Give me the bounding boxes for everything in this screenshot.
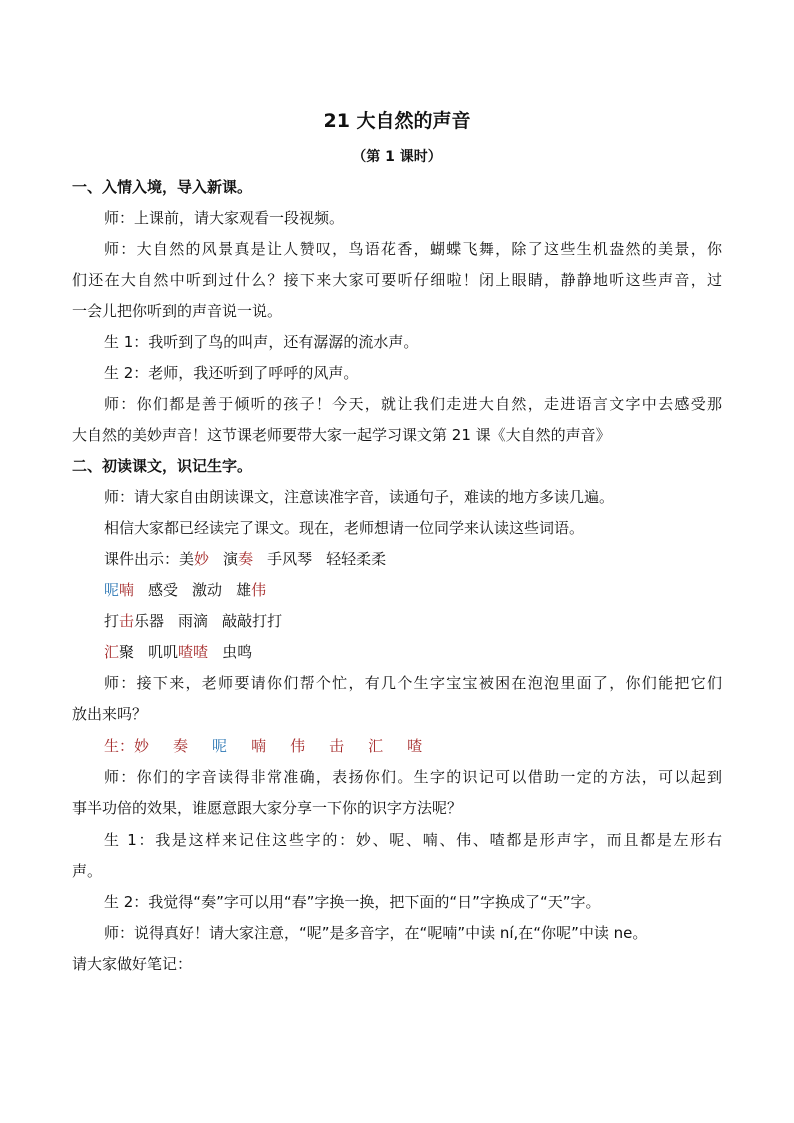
word-part: 乐器 — [134, 612, 165, 630]
word-part: 聚 — [119, 643, 135, 661]
paragraph-teacher-2-line-1: 师：大自然的风景真是让人赞叹，鸟语花香，蝴蝶飞舞，除了这些生机盎然的美景，你 — [104, 240, 722, 258]
new-char: 呢 — [104, 581, 120, 599]
word: 敲敲打打 — [222, 612, 283, 630]
new-char: 击 — [119, 612, 135, 630]
paragraph-teacher-2-line-3: 一会儿把你听到的声音说一说。 — [72, 302, 283, 320]
paragraph-teacher-8-line-2: 请大家做好笔记： — [72, 955, 193, 973]
answer-char: 喳 — [407, 737, 423, 755]
word: 轻轻柔柔 — [326, 550, 387, 568]
lesson-subtitle: （第 1 课时） — [352, 149, 442, 165]
word: 感受 — [148, 581, 179, 599]
word: 手风琴 — [267, 550, 313, 568]
paragraph-teacher-3-line-1: 师：你们都是善于倾听的孩子！今天，就让我们走进大自然，走进语言文字中去感受那 — [104, 395, 722, 413]
word: 雨滴 — [178, 612, 209, 630]
vocabulary-line-4 — [104, 641, 754, 663]
answer-char: 奏 — [173, 737, 189, 755]
answer-char: 击 — [329, 737, 345, 755]
paragraph-student-3-line-2: 声。 — [72, 862, 103, 880]
word-part: 美 — [179, 550, 195, 568]
paragraph-teacher-3-line-2: 大自然的美妙声音！这节课老师要带大家一起学习课文第 21 课《大自然的声音》 — [72, 426, 611, 444]
vocabulary-line-3 — [104, 610, 754, 632]
paragraph-teacher-2-line-2: 们还在大自然中听到过什么？接下来大家可要听仔细啦！闭上眼睛，静静地听这些声音，过 — [72, 271, 722, 289]
answer-char: 妙 — [134, 737, 150, 755]
paragraph-student-3-line-1: 生 1：我是这样来记住这些字的：妙、呢、喃、伟、喳都是形声字，而且都是左形右 — [104, 831, 722, 849]
paragraph-student-2: 生 2：老师，我还听到了呼呼的风声。 — [104, 364, 359, 382]
student-answer-line — [104, 735, 754, 757]
answer-prefix: 生： — [104, 737, 135, 755]
word-part: 演 — [223, 550, 239, 568]
answer-char: 喃 — [251, 737, 267, 755]
vocabulary-prefix: 课件出示： — [104, 550, 180, 568]
word: 虫鸣 — [222, 643, 253, 661]
vocabulary-line-2 — [104, 579, 754, 601]
new-char: 汇 — [104, 643, 120, 661]
paragraph-teacher-1: 师：上课前，请大家观看一段视频。 — [104, 209, 345, 227]
paragraph-teacher-4: 师：请大家自由朗读课文，注意读准字音，读通句子，难读的地方多读几遍。 — [104, 488, 615, 506]
new-char: 喃 — [119, 581, 135, 599]
paragraph-teacher-5: 相信大家都已经读完了课文。现在，老师想请一位同学来认读这些词语。 — [104, 519, 585, 537]
new-char: 奏 — [238, 550, 254, 568]
section-1-heading: 一、入情入境，导入新课。 — [72, 178, 253, 196]
answer-char: 呢 — [212, 737, 228, 755]
paragraph-teacher-7-line-1: 师：你们的字音读得非常准确，表扬你们。生字的识记可以借助一定的方法，可以起到 — [104, 768, 722, 786]
word-part: 叽叽 — [148, 643, 179, 661]
lesson-title: 21 大自然的声音 — [323, 110, 471, 132]
new-char: 喳喳 — [178, 643, 209, 661]
section-2-heading: 二、初读课文，识记生字。 — [72, 457, 253, 475]
paragraph-teacher-7-line-2: 事半功倍的效果，谁愿意跟大家分享一下你的识字方法呢？ — [72, 799, 463, 817]
answer-char: 汇 — [368, 737, 384, 755]
answer-char: 伟 — [290, 737, 306, 755]
paragraph-teacher-8-line-1: 师：说得真好！请大家注意，“呢”是多音字，在“呢喃”中读 ní,在“你呢”中读 ne。 — [104, 924, 648, 942]
new-char: 伟 — [251, 581, 267, 599]
word: 激动 — [192, 581, 223, 599]
new-char: 妙 — [194, 550, 210, 568]
paragraph-teacher-6-line-2: 放出来吗？ — [72, 705, 148, 723]
paragraph-teacher-6-line-1: 师：接下来，老师要请你们帮个忙，有几个生字宝宝被困在泡泡里面了，你们能把它们 — [104, 674, 722, 692]
word-part: 打 — [104, 612, 120, 630]
paragraph-student-4: 生 2：我觉得“奏”字可以用“春”字换一换，把下面的“日”字换成了“天”字。 — [104, 893, 601, 911]
paragraph-student-1: 生 1：我听到了鸟的叫声，还有潺潺的流水声。 — [104, 333, 419, 351]
vocabulary-line-1 — [104, 548, 754, 570]
word-part: 雄 — [236, 581, 252, 599]
